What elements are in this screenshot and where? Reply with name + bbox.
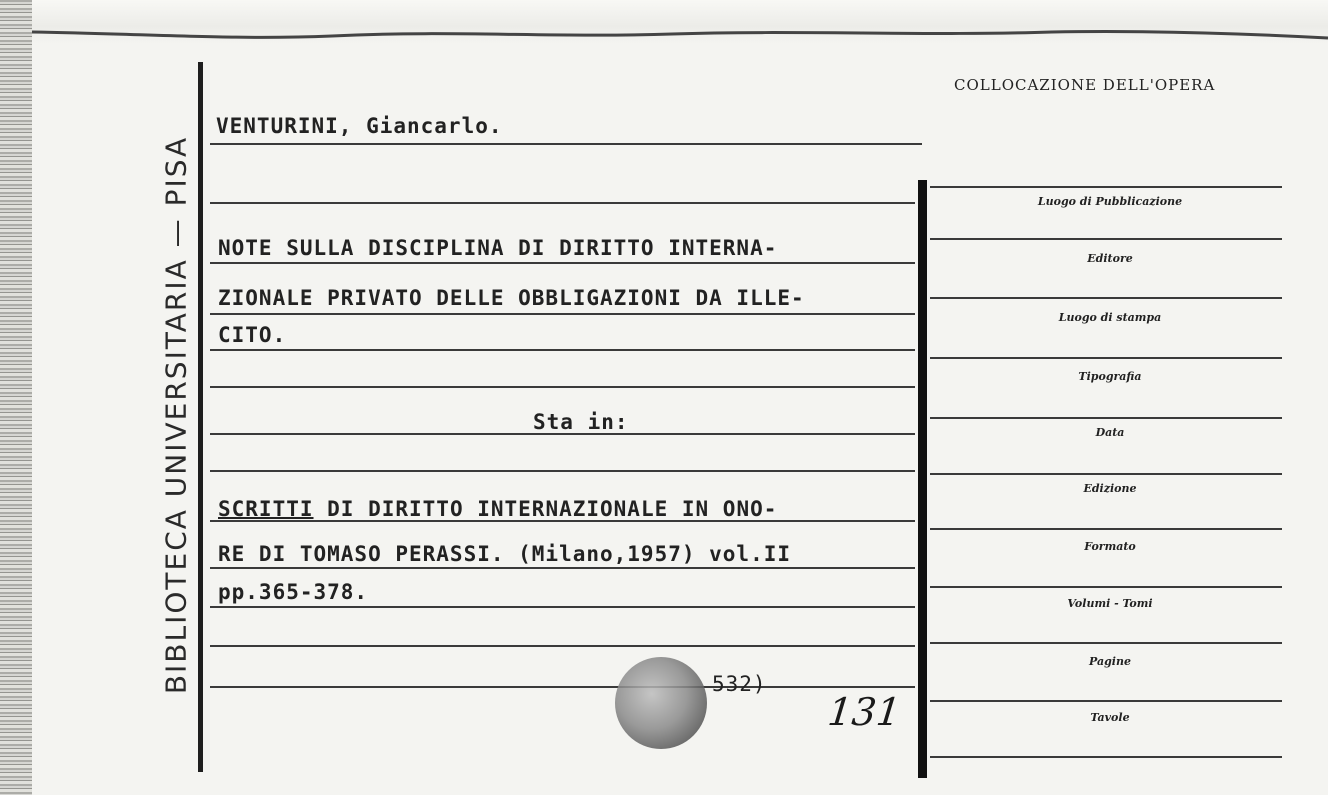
author-name: VENTURINI, Giancarlo.	[216, 114, 503, 138]
stamp-number: 532)	[712, 672, 767, 696]
field-edizione: Edizione	[1083, 482, 1137, 495]
field-rule	[930, 756, 1282, 758]
ruled-line	[210, 386, 915, 388]
field-rule	[930, 238, 1282, 240]
field-rule	[930, 186, 1282, 188]
ruled-line	[210, 686, 915, 688]
field-tipografia: Tipografia	[1078, 370, 1142, 383]
ruled-line	[210, 202, 915, 204]
field-rule	[930, 357, 1282, 359]
field-rule	[930, 586, 1282, 588]
source-line-2: RE DI TOMASO PERASSI. (Milano,1957) vol.II	[218, 542, 792, 566]
source-title-underlined: SCRITTI	[218, 497, 314, 521]
ruled-line	[210, 313, 915, 315]
source-line-3: pp.365-378.	[218, 580, 369, 604]
field-rule	[930, 700, 1282, 702]
title-line-2: ZIONALE PRIVATO DELLE OBBLIGAZIONI DA ILLE-	[218, 286, 805, 310]
torn-top-line	[32, 22, 1328, 46]
handwritten-number: 131	[825, 690, 903, 734]
collocazione-header: COLLOCAZIONE DELL'OPERA	[954, 76, 1216, 94]
ruled-line	[210, 143, 922, 145]
library-stamp	[615, 657, 707, 749]
ruled-line	[210, 349, 915, 351]
ruled-line	[210, 567, 915, 569]
field-rule	[930, 528, 1282, 530]
field-luogo-pubblicazione: Luogo di Pubblicazione	[1037, 195, 1183, 208]
field-rule	[930, 417, 1282, 419]
sta-in-label: Sta in:	[533, 410, 629, 434]
title-line-1: NOTE SULLA DISCIPLINA DI DIRITTO INTERNA-	[218, 236, 778, 260]
field-rule	[930, 297, 1282, 299]
ruled-line	[210, 470, 915, 472]
field-volumi-tomi: Volumi - Tomi	[1067, 597, 1153, 610]
title-line-3: CITO.	[218, 323, 287, 347]
field-editore: Editore	[1087, 252, 1133, 265]
field-rule	[930, 642, 1282, 644]
ruled-line	[210, 262, 915, 264]
source-line-1-rest: DI DIRITTO INTERNAZIONALE IN ONO-	[313, 497, 778, 521]
field-tavole: Tavole	[1090, 711, 1130, 724]
left-margin-rule	[198, 62, 203, 772]
library-name-vertical: BIBLIOTECA UNIVERSITARIA — PISA	[159, 135, 193, 695]
field-luogo-stampa: Luogo di stampa	[1058, 311, 1162, 324]
ruled-line	[210, 606, 915, 608]
field-data: Data	[1095, 426, 1125, 439]
field-formato: Formato	[1084, 540, 1136, 553]
field-pagine: Pagine	[1089, 655, 1131, 668]
source-line-1	[218, 497, 777, 521]
field-rule	[930, 473, 1282, 475]
ruled-line	[210, 645, 915, 647]
card-left-edge	[0, 0, 32, 795]
right-column-rule	[918, 180, 927, 778]
